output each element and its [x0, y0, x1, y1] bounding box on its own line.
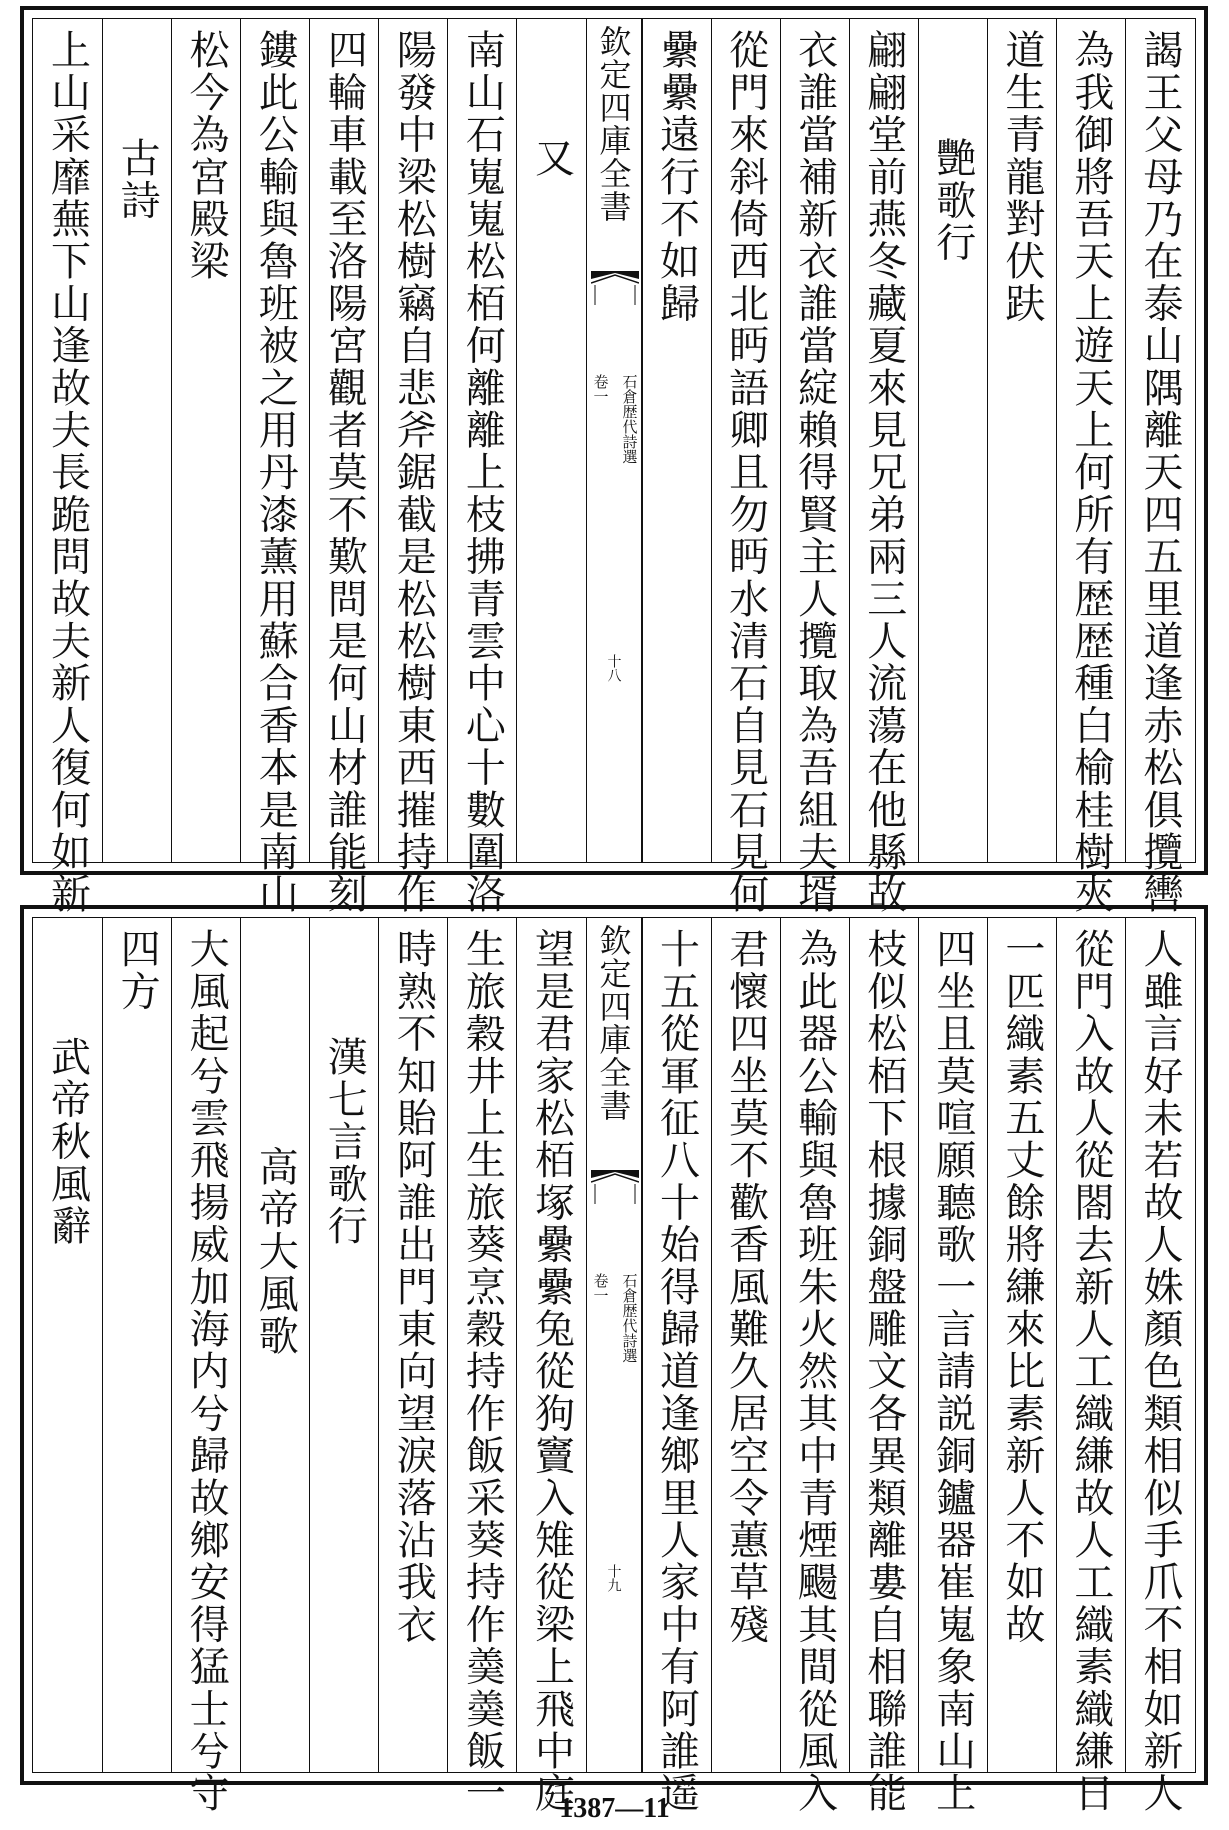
- upper-column-text: 陽發中梁松樹竊自悲斧鋸截是松松樹東西摧持作: [390, 29, 437, 916]
- lower-column-text: 為此器公輸與魯班朱火然其中青煙颺其間從風入: [791, 928, 838, 1815]
- lower-text-column: [987, 918, 1056, 1772]
- upper-column-text: 松今為宮殿梁: [183, 29, 230, 283]
- upper-column-text: 道生青龍對伏趺: [998, 29, 1045, 325]
- upper-text-column: [33, 19, 102, 916]
- upper-gutter-title: 欽定四庫全書: [594, 25, 633, 223]
- upper-text-column: [918, 19, 987, 862]
- upper-gutter-leaf-number: 十八: [605, 654, 622, 682]
- upper-text-column: [780, 19, 849, 916]
- upper-text-column: [1056, 19, 1125, 916]
- upper-page-inner-border: [32, 18, 1196, 916]
- upper-page-frame: [20, 6, 1208, 916]
- upper-text-column: [711, 19, 780, 916]
- upper-fishtail-mark-icon: [591, 271, 639, 305]
- upper-column-text: 又: [528, 137, 575, 180]
- lower-text-column: [447, 918, 516, 1815]
- upper-column-text: 翩翩堂前燕冬藏夏來見兄弟兩三人流蕩在他縣故: [860, 29, 907, 916]
- lower-text-column: [642, 918, 711, 1815]
- lower-column-text: 人雖言好未若故人姝顏色類相似手爪不相如新人: [1136, 928, 1183, 1815]
- lower-text-column: [516, 918, 585, 1815]
- lower-text-column: [33, 918, 102, 1772]
- upper-column-text: 古詩: [114, 137, 161, 222]
- upper-column-text: 纍纍遠行不如歸: [653, 29, 700, 325]
- lower-gutter-leaf-number: 十九: [605, 1564, 622, 1592]
- lower-column-text: 從門入故人從閤去新人工織縑故人工織素織縑日: [1067, 928, 1114, 1815]
- upper-text-column: [849, 19, 918, 916]
- upper-text-column: [447, 19, 516, 916]
- lower-column-text: 生旅穀井上生旅葵烹穀持作飯采葵持作羮羮飯一: [459, 928, 506, 1815]
- lower-column-text: 十五從軍征八十始得歸道逢鄉里人家中有阿誰遥: [653, 928, 700, 1815]
- lower-text-column: [711, 918, 780, 1772]
- lower-column-text: 望是君家松栢塚纍纍兔從狗竇入雉從梁上飛中庭: [528, 928, 575, 1815]
- upper-gutter-book-title: 石倉歴代詩選: [620, 374, 639, 464]
- upper-column-text: 上山采靡蕪下山逢故夫長跪問故夫新人復何如新: [44, 29, 91, 916]
- upper-gutter-volume: 卷一: [591, 374, 610, 404]
- lower-gutter-book-title: 石倉歴代詩選: [620, 1273, 639, 1363]
- lower-column-text: 君懷四坐莫不歡香風難久居空令蕙草殘: [722, 928, 769, 1646]
- upper-column-text: 南山石嵬嵬松栢何離離上枝拂青雲中心十數圍洛: [459, 29, 506, 916]
- lower-column-text: 時熟不知貽阿誰出門東向望淚落沾我衣: [390, 928, 437, 1646]
- lower-text-column: [1125, 918, 1194, 1815]
- upper-text-column: [516, 19, 585, 862]
- upper-text-column: [240, 19, 309, 916]
- lower-gutter: [586, 918, 642, 1772]
- lower-text-column: [102, 918, 171, 1772]
- upper-column-text: 四輪車載至洛陽宮觀者莫不歎問是何山材誰能刻: [321, 29, 368, 916]
- upper-text-column: [171, 19, 240, 862]
- lower-column-text: 武帝秋風辭: [44, 1036, 91, 1247]
- lower-column-text: 四坐且莫喧願聽歌一言請説銅鑪器崔嵬象南山上: [929, 928, 976, 1815]
- upper-column-text: 衣誰當補新衣誰當綻賴得賢主人攬取為吾組夫壻: [791, 29, 838, 916]
- lower-column-text: 漢七言歌行: [321, 1036, 368, 1247]
- upper-gutter: [586, 19, 642, 862]
- lower-gutter-title: 欽定四庫全書: [594, 924, 633, 1122]
- upper-column-text: 從門來斜倚西北眄語卿且勿眄水清石自見石見何: [722, 29, 769, 916]
- lower-gutter-volume: 卷一: [591, 1273, 610, 1303]
- lower-text-column: [780, 918, 849, 1815]
- upper-text-column: [642, 19, 711, 862]
- lower-column-text: 枝似松栢下根據銅盤雕文各異類離婁自相聯誰能: [860, 928, 907, 1815]
- upper-column-text: 為我御將吾天上遊天上何所有歴歴種白榆桂樹夾: [1067, 29, 1114, 916]
- lower-text-column: [240, 918, 309, 1772]
- footer-page-number: 1387—11: [559, 1793, 670, 1824]
- lower-text-column: [918, 918, 987, 1815]
- lower-fishtail-mark-icon: [591, 1170, 639, 1204]
- lower-column-text: 四方: [114, 928, 161, 1013]
- upper-text-column: [102, 19, 171, 862]
- lower-column-text: 大風起兮雲飛揚威加海内兮歸故鄉安得猛士兮守: [183, 928, 230, 1815]
- lower-text-column: [849, 918, 918, 1815]
- upper-column-text: 謁王父母乃在泰山隅離天四五里道逢赤松俱攬轡: [1136, 29, 1183, 916]
- upper-text-column: [378, 19, 447, 916]
- lower-column-text: 一匹織素五丈餘將縑來比素新人不如故: [998, 928, 1045, 1646]
- lower-text-column: [171, 918, 240, 1815]
- lower-text-column: [378, 918, 447, 1772]
- lower-text-column: [1056, 918, 1125, 1815]
- lower-text-column: [309, 918, 378, 1772]
- upper-text-column: [1125, 19, 1194, 916]
- upper-text-column: [309, 19, 378, 916]
- upper-page-columns: [33, 19, 1195, 916]
- upper-column-text: 鏤此公輸與魯班被之用丹漆薰用蘇合香本是南山: [252, 29, 299, 916]
- lower-column-text: 高帝大風歌: [252, 1146, 299, 1357]
- upper-text-column: [987, 19, 1056, 862]
- upper-column-text: 艷歌行: [929, 137, 976, 264]
